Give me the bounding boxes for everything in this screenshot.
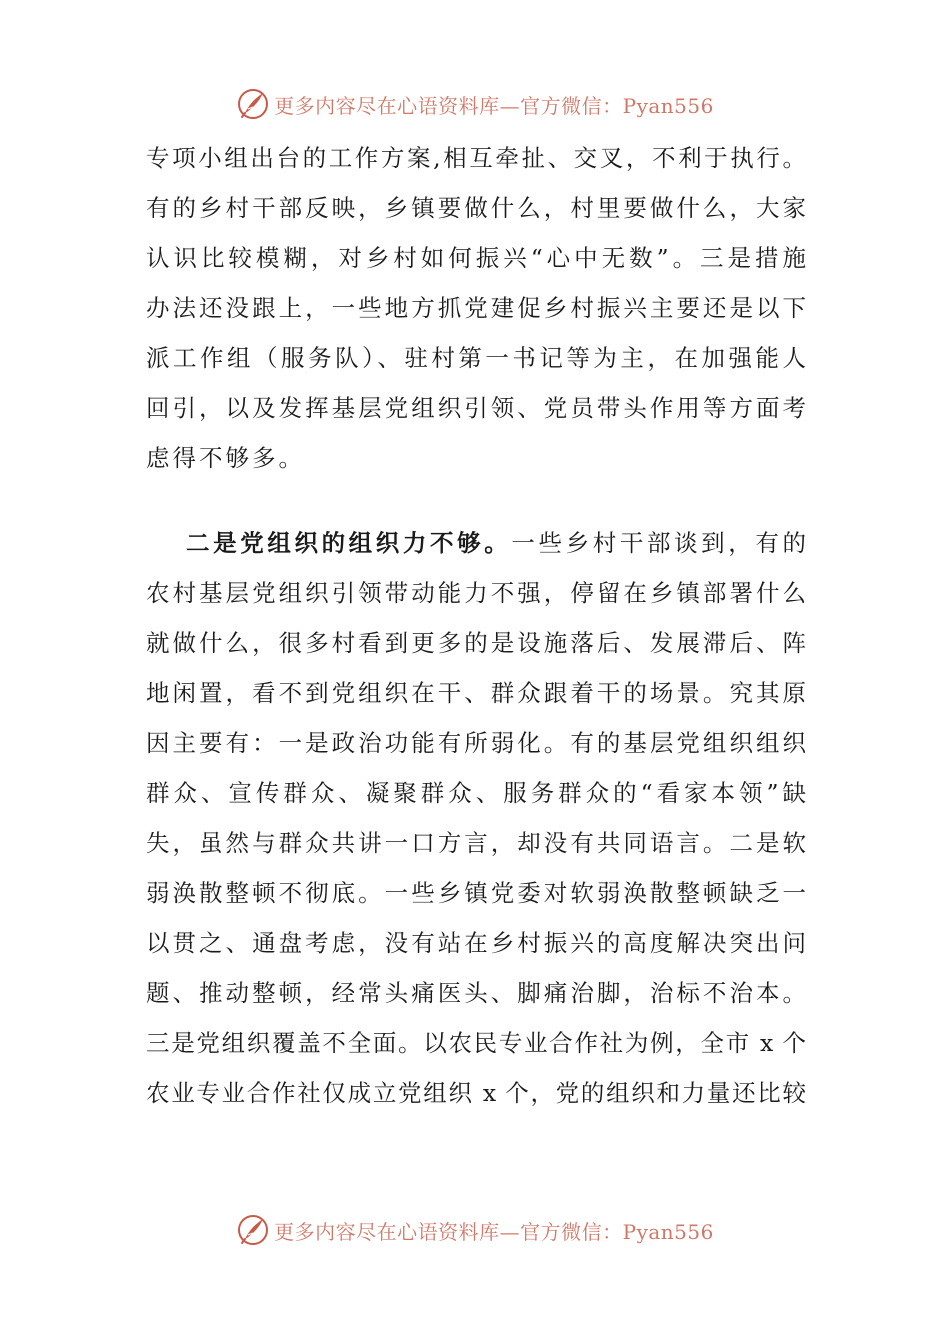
header-banner-text: 更多内容尽在心语资料库—官方微信：Pyan556	[274, 93, 714, 118]
paragraph1-line: 虑得不够多。	[146, 444, 305, 472]
paragraph1-line: 派工作组（服务队）、驻村第一书记等为主，在加强能人	[146, 344, 806, 372]
quill-pen-logo-icon	[236, 1213, 270, 1247]
paragraph2-first-line	[186, 528, 806, 558]
paragraph2-first-line-rest: 一些乡村干部谈到，有的	[511, 529, 806, 557]
quill-pen-logo-icon	[236, 87, 270, 121]
paragraph2-line: 农村基层党组织引领带动能力不强，停留在乡镇部署什么	[146, 579, 806, 607]
paragraph1-line: 办法还没跟上，一些地方抓党建促乡村振兴主要还是以下	[146, 294, 806, 322]
footer-banner-text: 更多内容尽在心语资料库—官方微信：Pyan556	[274, 1219, 714, 1244]
paragraph2-line: 弱涣散整顿不彻底。一些乡镇党委对软弱涣散整顿缺乏一	[146, 879, 806, 907]
footer-banner	[0, 1210, 950, 1250]
paragraph2-line: 地闲置，看不到党组织在干、群众跟着干的场景。究其原	[146, 679, 806, 707]
paragraph2-line: 因主要有：一是政治功能有所弱化。有的基层党组织组织	[146, 729, 806, 757]
paragraph2-line: 群众、宣传群众、凝聚群众、服务群众的“看家本领”缺	[146, 779, 806, 807]
paragraph1-line: 回引，以及发挥基层党组织引领、党员带头作用等方面考	[146, 394, 806, 422]
paragraph2-line: 就做什么，很多村看到更多的是设施落后、发展滞后、阵	[146, 629, 806, 657]
paragraph2-line: 失，虽然与群众共讲一口方言，却没有共同语言。二是软	[146, 829, 806, 857]
paragraph2-line: 以贯之、通盘考虑，没有站在乡村振兴的高度解决突出问	[146, 929, 806, 957]
paragraph1-line: 有的乡村干部反映，乡镇要做什么，村里要做什么，大家	[146, 194, 806, 222]
paragraph2-line: 农业专业合作社仅成立党组织 x 个，党的组织和力量还比较	[146, 1079, 806, 1107]
paragraph2-heading: 二是党组织的组织力不够。	[186, 529, 512, 557]
paragraph1-line: 认识比较模糊，对乡村如何振兴“心中无数”。三是措施	[146, 244, 806, 272]
header-banner	[0, 84, 950, 124]
paragraph2-line: 三是党组织覆盖不全面。以农民专业合作社为例，全市 x 个	[146, 1029, 806, 1057]
paragraph1-line: 专项小组出台的工作方案,相互牵扯、交叉，不利于执行。	[146, 144, 806, 172]
paragraph2-line: 题、推动整顿，经常头痛医头、脚痛治脚，治标不治本。	[146, 979, 806, 1007]
